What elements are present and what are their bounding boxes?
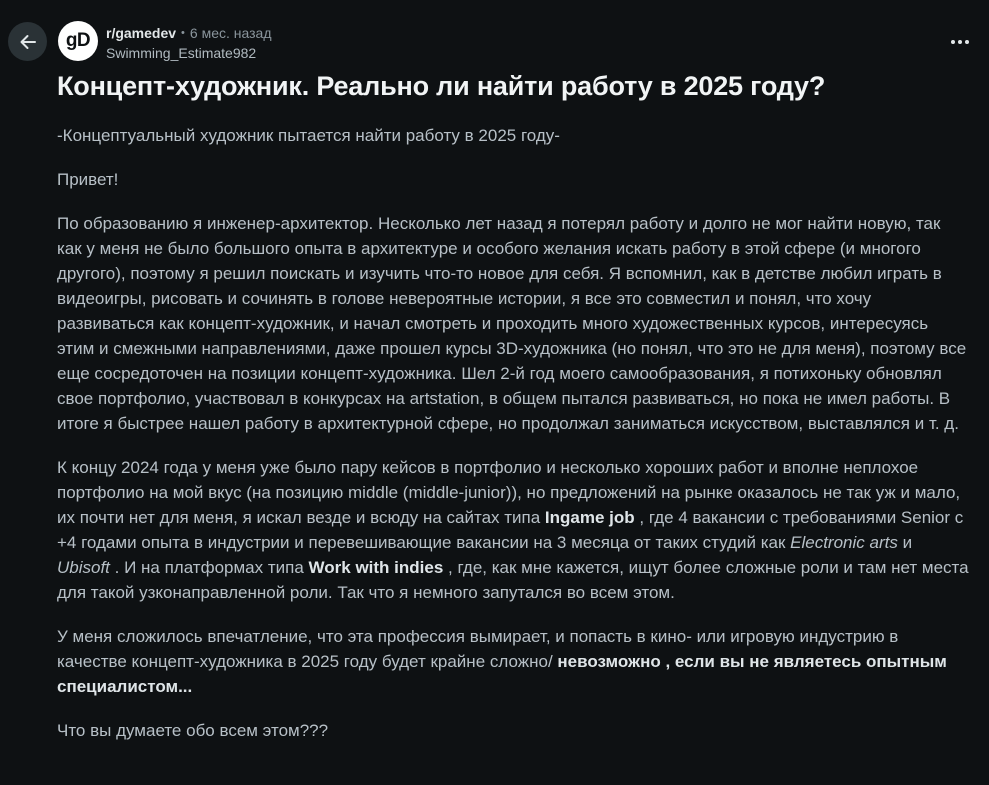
post-body [57,123,969,762]
text-fragment: К концу 2024 года у меня уже было пару кейсов в портфолио и несколько хороших работ и вполне неплохое портфолио на мой вкус (на позицию middle (middle-junior)), но предложений на рынке оказалось не так уж и мало, их почти нет для меня, я искал везде и всюду на сайтах типа [57,458,961,527]
meta-separator: • [181,27,185,39]
text-fragment: У меня сложилось впечатление, что эта профессия вымирает, и попасть в кино- или игровую индустрию в качестве концепт-художника в 2025 году будет крайне сложно/ [57,627,899,671]
post-title: Концепт-художник. Реально ли найти работу в 2025 году? [57,71,826,101]
text-fragment: , где 4 вакансии с требованиями Senior с +4 годами опыта в индустрии и перевешивающие вакансии на 3 месяца от таких студий как [57,508,964,552]
bold-impossible: невозможно , если вы не являетесь опытным специалистом... [57,652,947,696]
bold-work-with-indies: Work with indies [308,558,444,577]
more-options-button[interactable] [944,26,976,58]
text-fragment: , где, как мне кажется, ищут более сложные роли и там нет места для такой узконаправленной роли. Так что я немного запутался во всем этом. [57,558,969,602]
post-meta [106,23,272,63]
paragraph-greeting: Привет! [57,170,119,189]
paragraph-background: По образованию я инженер-архитектор. Несколько лет назад я потерял работу и долго не мог найти новую, так как у меня не было большого опыта в архитектуре и особого желания искать работу в этой сфере (и многого другого), поэтому я решил поискать и изучить что-то новое для себя. Я вспомнил, как в детстве любил играть в видеоигры, рисовать и сочинять в голове невероятные истории, я все это совместил и понял, что хочу развиваться как концепт-художник, и начал смотреть и проходить много художественных курсов, интересуясь этим и смежными направлениями, даже прошел курсы 3D-художника (но понял, что это не для меня), поэтому все еще сосредоточен на позиции концепт-художника. Шел 2-й год моего самообразования, я потихоньку обновлял свое портфолио, участвовал в конкурсах на artstation, в общем пытался развиваться, но пока не имел работы. В итоге я быстрее нашел работу в архитектурной сфере, но продолжал заниматься искусством, выставлялся и т. д. [57,214,967,433]
text-fragment: . И на платформах типа [109,558,309,577]
paragraph-subtitle: -Концептуальный художник пытается найти работу в 2025 году- [57,126,560,145]
back-button[interactable] [8,22,47,61]
ellipsis-horizontal-icon [950,39,970,45]
italic-electronic-arts: Electronic arts [790,533,898,552]
author-link[interactable]: Swimming_Estimate982 [106,45,257,61]
italic-ubisoft: Ubisoft [57,558,110,577]
paragraph-impression [57,624,969,699]
arrow-left-icon [18,32,38,52]
post-timestamp: 6 мес. назад [189,25,272,41]
paragraph-job-search [57,455,969,605]
subreddit-avatar[interactable]: gD [58,21,98,61]
paragraph-question: Что вы думаете обо всем этом??? [57,721,329,740]
text-fragment: и [897,533,913,552]
bold-ingame-job: Ingame job [544,508,635,527]
subreddit-link[interactable]: r/gamedev [106,25,177,41]
